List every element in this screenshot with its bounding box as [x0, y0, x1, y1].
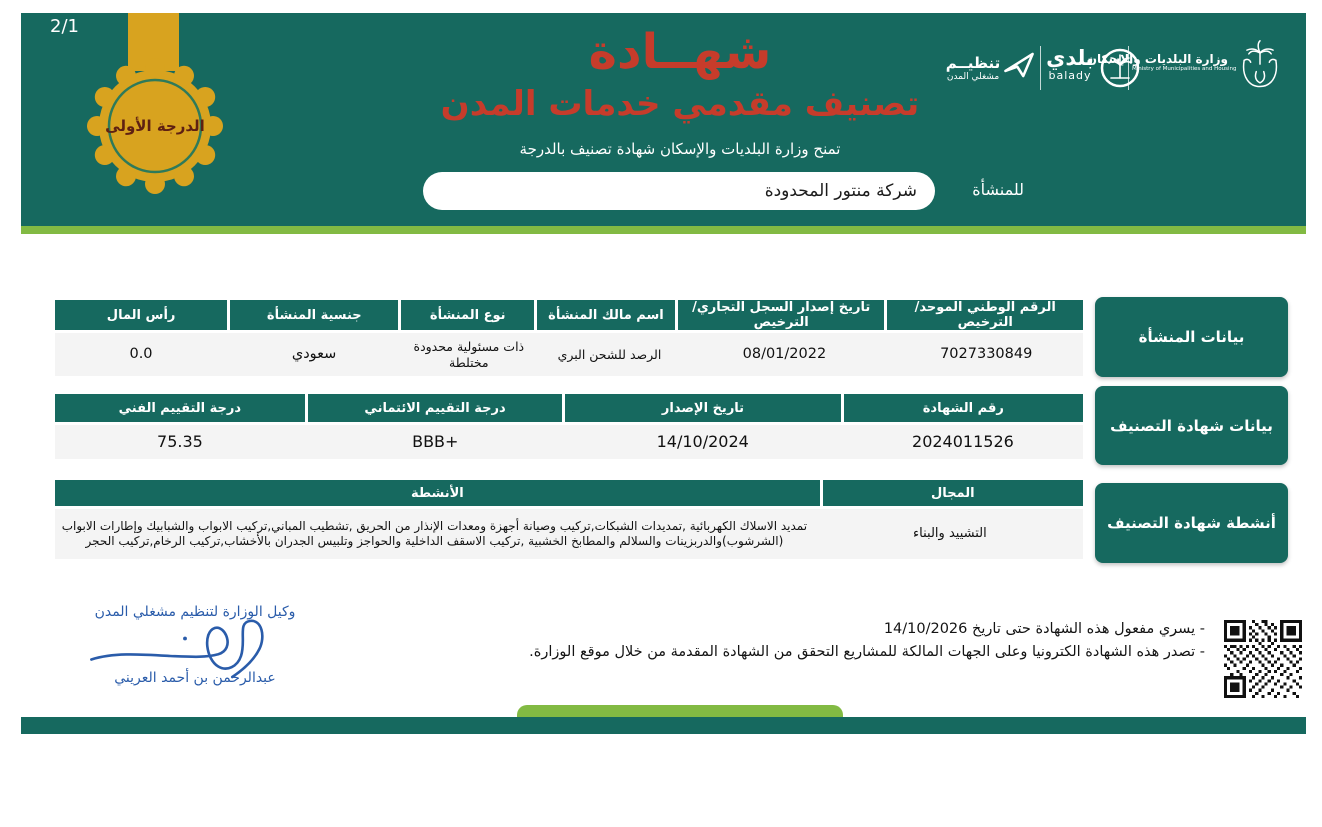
certificate-title: شهــادة [588, 24, 772, 80]
column-header: المجال [823, 480, 1083, 506]
ministry-name-en: Ministry of Municipalities and Housing [1132, 66, 1237, 72]
validity-note: - يسري مفعول هذه الشهادة حتى تاريخ 14/10/2026 [883, 621, 1205, 637]
column-header: رقم الشهادة [844, 394, 1083, 422]
logo-divider [1040, 46, 1041, 90]
column-header: تاريخ إصدار السجل التجاري/ الترخيص [678, 300, 885, 330]
table-cell: 75.35 [157, 432, 203, 451]
table-cell: 2024011526 [912, 432, 1014, 451]
column-header: درجة التقييم الفني [55, 394, 305, 422]
table-cell: 14/10/2024 [656, 432, 749, 451]
table-cell: تمديد الاسلاك الكهربائية ,تمديدات الشبكات,تركيب وصيانة أجهزة ومعدات الإنذار من الحريق ,تشطيب المباني,تركيب الابواب والشبابيك وإطارات الابواب (الشرشوب)والدربزينات والسلالم والمطابخ الخشبية ,تركيب الاسقف الداخلية والحواجز وتلبيس الجدران بالأخشاب,تركيب الرخام,تركيب الحجر [61, 519, 808, 548]
facility-name: شركة منتور المحدودة [764, 181, 917, 201]
certificate-data-table [55, 394, 1083, 459]
signatory-title: وكيل الوزارة لتنظيم مشغلي المدن [94, 604, 296, 620]
table-cell: BBB+ [412, 432, 459, 451]
ministry-logo-text [1086, 52, 1237, 72]
certificate-notes [505, 618, 1205, 664]
ministry-name-ar: وزارة البلديات والإسكان [1086, 52, 1228, 66]
facility-data-table [55, 300, 1083, 376]
column-header: جنسية المنشأة [230, 300, 398, 330]
header-green-bar [21, 226, 1306, 234]
signatory-name: عبدالرحمن بن أحمد العريني [114, 670, 276, 686]
bottom-teal-bar [21, 717, 1306, 734]
section-card-facility-data: بيانات المنشأة [1095, 297, 1288, 377]
table-cell: 7027330849 [940, 346, 1033, 363]
tanzeem-title: تنظيــم [945, 54, 1001, 72]
table-cell: سعودي [291, 346, 337, 363]
grade-badge-label: الدرجة الأولى [105, 117, 205, 135]
table-cell: 0.0 [129, 346, 153, 363]
table-cell: الرصد للشحن البري [557, 346, 662, 362]
qr-code [1224, 620, 1302, 698]
certificate-subtitle: تصنيف مقدمي خدمات المدن [440, 84, 920, 124]
tanzeem-logo-text [942, 54, 1004, 82]
balady-title-ar: بلدي [1046, 46, 1094, 70]
column-header: نوع المنشأة [401, 300, 534, 330]
activities-table [55, 480, 1083, 559]
tanzeem-subtitle: مشغلي المدن [946, 72, 1000, 82]
facility-label: للمنشأة [972, 180, 1024, 199]
table-cell: 08/01/2022 [742, 346, 827, 363]
section-card-certificate-data: بيانات شهادة التصنيف [1095, 386, 1288, 465]
balady-title-en: balady [1048, 69, 1092, 82]
certificate-tagline: تمنح وزارة البلديات والإسكان شهادة تصنيف بالدرجة [519, 140, 841, 158]
column-header: تاريخ الإصدار [565, 394, 840, 422]
facility-name-field [423, 172, 935, 210]
column-header: درجة التقييم الائتماني [308, 394, 563, 422]
table-cell: ذات مسئولية محدودة مختلطة [413, 338, 525, 370]
electronic-note: - تصدر هذه الشهادة الكترونيا وعلى الجهات المالكة للمشاريع التحقق من الشهادة المقدمة من خلال موقع الوزارة. [529, 644, 1205, 660]
paper-plane-icon [1002, 48, 1036, 86]
column-header: اسم مالك المنشأة [537, 300, 675, 330]
page-indicator: 2/1 [50, 16, 79, 37]
table-cell: التشييد والبناء [913, 525, 987, 541]
column-header: الرقم الوطني الموحد/ الترخيص [887, 300, 1083, 330]
column-header: الأنشطة [55, 480, 820, 506]
ministry-emblem-icon [1232, 38, 1288, 98]
section-card-activities: أنشطة شهادة التصنيف [1095, 483, 1288, 563]
column-header: رأس المال [55, 300, 227, 330]
